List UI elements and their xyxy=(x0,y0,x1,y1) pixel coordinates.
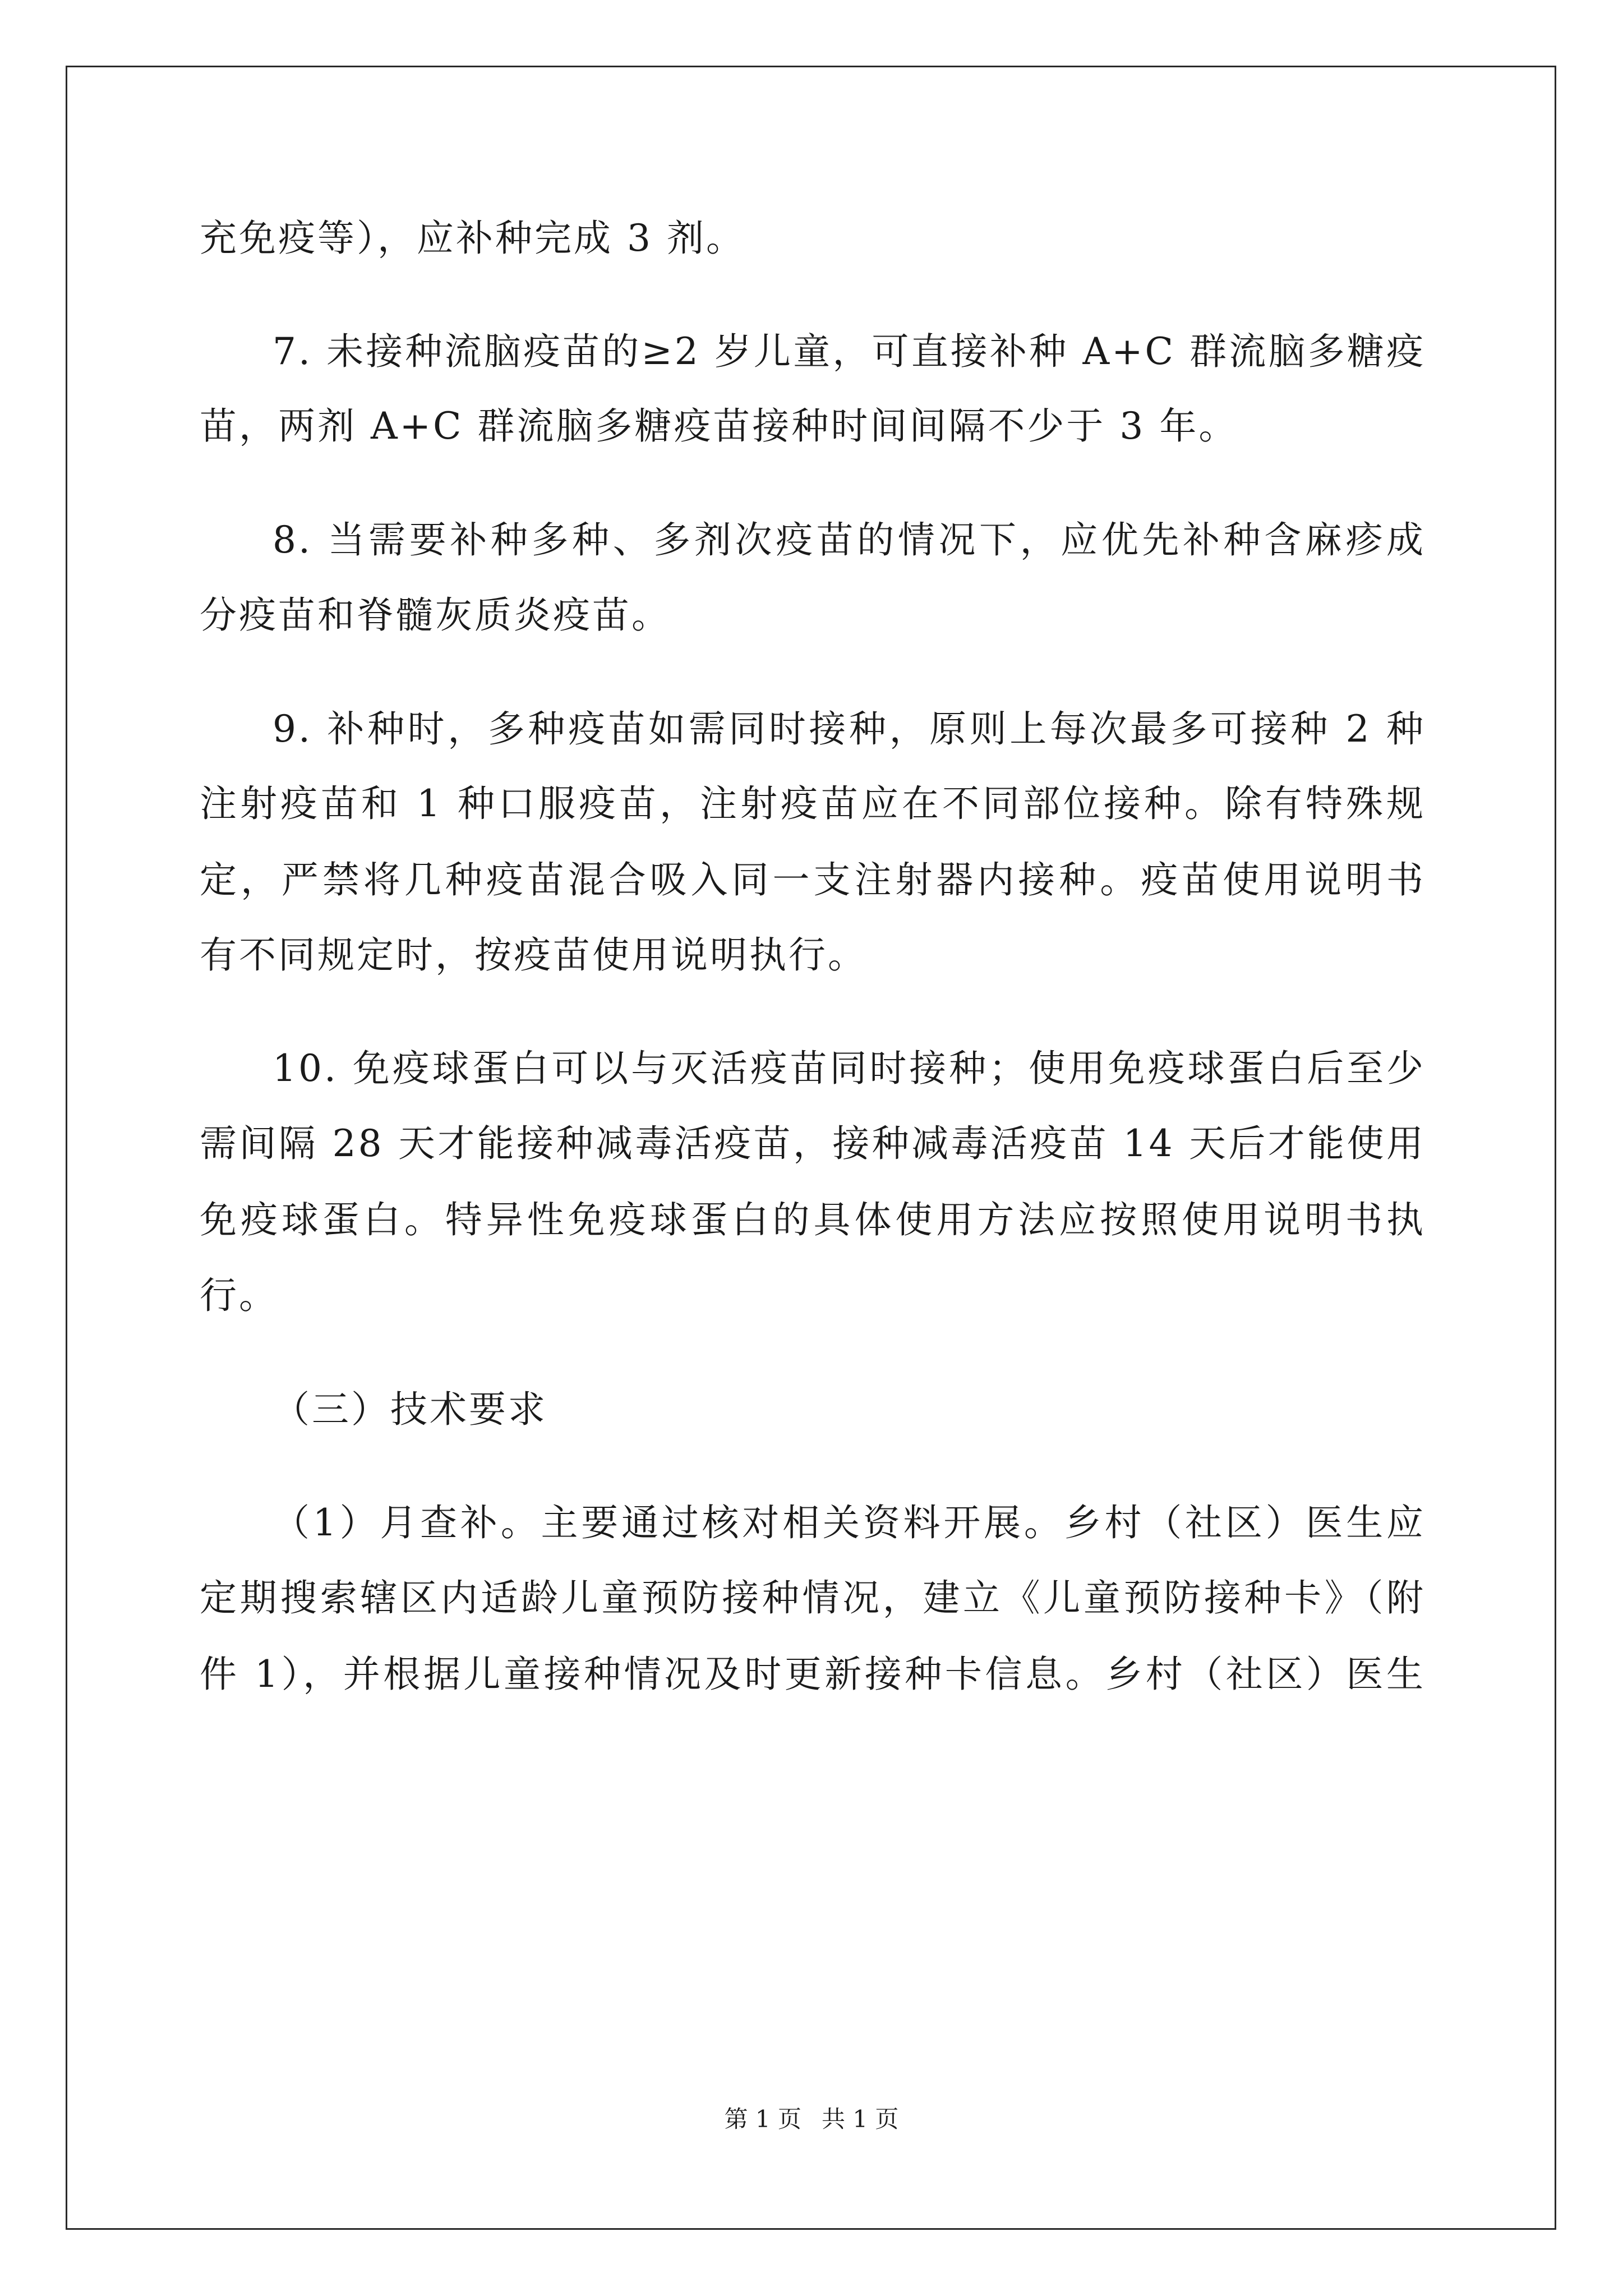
text-line: 需间隔 28 天才能接种减毒活疫苗，接种减毒活疫苗 14 天后才能使用 xyxy=(200,1122,1426,1165)
text-line: 充免疫等），应补种完成 3 剂。 xyxy=(200,217,745,260)
text-line: 苗，两剂 A+C 群流脑多糖疫苗接种时间间隔不少于 3 年。 xyxy=(200,404,1238,448)
text-line: 7. 未接种流脑疫苗的≥2 岁儿童，可直接补种 A+C 群流脑多糖疫 xyxy=(273,330,1426,373)
text-line: 注射疫苗和 1 种口服疫苗，注射疫苗应在不同部位接种。除有特殊规 xyxy=(200,782,1426,825)
text-line: 有不同规定时，按疫苗使用说明执行。 xyxy=(200,933,867,977)
text-line: 10. 免疫球蛋白可以与灭活疫苗同时接种；使用免疫球蛋白后至少 xyxy=(273,1047,1426,1090)
text-line: 件 1），并根据儿童接种情况及时更新接种卡信息。乡村（社区）医生 xyxy=(200,1653,1426,1696)
text-line: 定期搜索辖区内适龄儿童预防接种情况，建立《儿童预防接种卡》（附 xyxy=(200,1576,1426,1619)
text-line: 9. 补种时，多种疫苗如需同时接种，原则上每次最多可接种 2 种 xyxy=(273,707,1426,751)
page-number: 第 1 页 xyxy=(724,2105,801,2133)
text-line: 定，严禁将几种疫苗混合吸入同一支注射器内接种。疫苗使用说明书 xyxy=(200,858,1426,901)
text-line: 分疫苗和脊髓灰质炎疫苗。 xyxy=(200,593,671,637)
text-line: （1）月查补。主要通过核对相关资料开展。乡村（社区）医生应 xyxy=(273,1501,1426,1544)
text-line: 8. 当需要补种多种、多剂次疫苗的情况下，应优先补种含麻疹成 xyxy=(273,518,1426,562)
text-line: 免疫球蛋白。特异性免疫球蛋白的具体使用方法应按照使用说明书执 xyxy=(200,1198,1426,1241)
page-footer xyxy=(0,2102,1623,2136)
section-heading: （三）技术要求 xyxy=(273,1388,547,1431)
text-line: 行。 xyxy=(200,1274,278,1317)
page-total: 共 1 页 xyxy=(822,2105,899,2133)
